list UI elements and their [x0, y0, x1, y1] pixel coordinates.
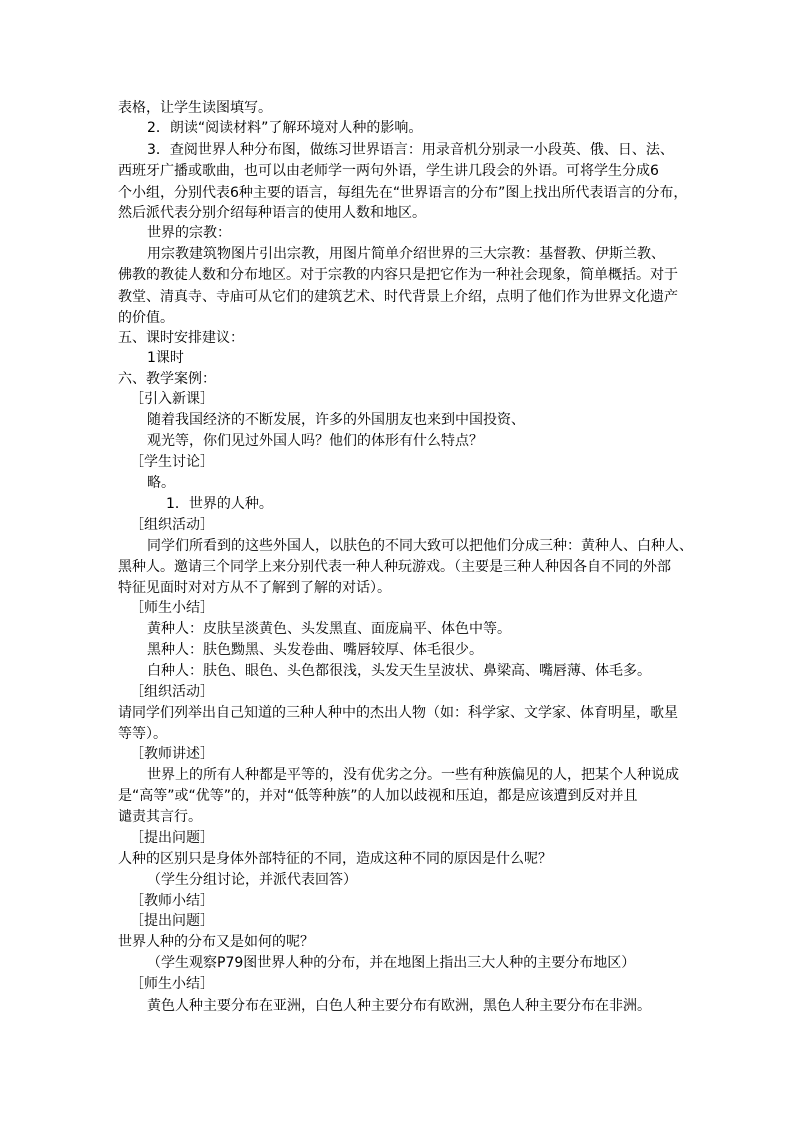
bracket-label: ［组织活动］: [130, 517, 214, 533]
text-line: 人种的区别只是身体外部特征的不同，造成这种不同的原因是什么呢？: [118, 851, 552, 867]
bracket-label: ［师生小结］: [130, 976, 214, 992]
text-line: （学生观察P79图世界人种的分布，并在地图上指出三大人种的主要分布地区）: [147, 955, 636, 971]
text-line: 教堂、清真寺、寺庙可从它们的建筑艺术、时代背景上介绍，点明了他们作为世界文化遗产: [118, 289, 678, 305]
text-line: （学生分组讨论，并派代表回答）: [147, 872, 357, 888]
text-line: 表格，让学生读图填写。: [118, 100, 272, 116]
subsection-heading: 1．世界的人种。: [166, 496, 273, 512]
section-heading: 世界的宗教：: [147, 225, 231, 241]
text-line: 请同学们列举出自己知道的三种人种中的杰出人物（如：科学家、文学家、体育明星，歌星: [118, 705, 678, 721]
bracket-label: ［教师讲述］: [130, 746, 214, 762]
text-line: 等等）。: [118, 726, 167, 742]
text-line: 黑种人。邀请三个同学上来分别代表一种人种玩游戏。（主要是三种人种因各自不同的外部: [118, 559, 671, 575]
bracket-label: ［引入新课］: [130, 391, 214, 407]
text-line: 佛教的教徒人数和分布地区。对于宗教的内容只是把它作为一种社会现象，简单概括。对于: [118, 267, 678, 283]
text-line: 随着我国经济的不断发展，许多的外国朋友也来到中国投资、: [147, 412, 525, 428]
bracket-label: ［组织活动］: [130, 684, 214, 700]
text-line: 黄种人：皮肤呈淡黄色、头发黑直、面庞扁平、体色中等。: [147, 621, 511, 637]
text-line: 白种人：肤色、眼色、头色都很浅，头发天生呈波状、鼻梁高、嘴唇薄、体毛多。: [147, 663, 651, 679]
text-line: 然后派代表分别介绍每种语言的使用人数和地区。: [118, 205, 426, 221]
text-line: 个小组，分别代表6种主要的语言，每组先在“世界语言的分布”图上找出所代表语言的分布，: [118, 185, 688, 201]
text-line: 用宗教建筑物图片引出宗教，用图片简单介绍世界的三大宗教：基督教、伊斯兰教、: [147, 246, 665, 262]
text-line: 谴责其言行。: [118, 809, 202, 825]
text-line: 是“高等”或“优等”的，并对“低等种族”的人加以歧视和压迫，都是应该遭到反对并且: [118, 788, 638, 804]
section-heading: 五、课时安排建议：: [118, 330, 244, 346]
text-line: 黑种人：肤色黝黑、头发卷曲、嘴唇较厚、体毛很少。: [147, 642, 483, 658]
bracket-label: ［师生小结］: [130, 600, 214, 616]
text-line: 西班牙广播或歌曲，也可以由老师学一两句外语，学生讲几段会的外语。可将学生分成6: [118, 163, 659, 179]
bracket-label: ［提出问题］: [130, 913, 214, 929]
text-line: 略。: [147, 475, 175, 491]
text-line: 观光等，你们见过外国人吗？他们的体形有什么特点？: [147, 433, 483, 449]
bracket-label: ［教师小结］: [130, 893, 214, 909]
text-line: 同学们所看到的这些外国人，以肤色的不同大致可以把他们分成三种：黄种人、白种人、: [147, 538, 693, 554]
text-line: 1课时: [147, 350, 184, 366]
bracket-label: ［提出问题］: [130, 830, 214, 846]
text-line: 3．查阅世界人种分布图，做练习世界语言：用录音机分别录一小段英、俄、日、法、: [147, 142, 674, 158]
section-heading: 六、教学案例：: [118, 371, 216, 387]
text-line: 世界上的所有人种都是平等的，没有优劣之分。一些有种族偏见的人，把某个人种说成: [147, 767, 679, 783]
text-line: 2．朗读“阅读材料”了解环境对人种的影响。: [147, 120, 423, 136]
text-line: 世界人种的分布又是如何的呢？: [118, 934, 314, 950]
bracket-label: ［学生讨论］: [130, 454, 214, 470]
text-line: 特征见面时对对方从不了解到了解的对话）。: [118, 580, 391, 596]
text-line: 黄色人种主要分布在亚洲，白色人种主要分布有欧洲，黑色人种主要分布在非洲。: [147, 998, 651, 1014]
text-line: 的价值。: [118, 310, 174, 326]
